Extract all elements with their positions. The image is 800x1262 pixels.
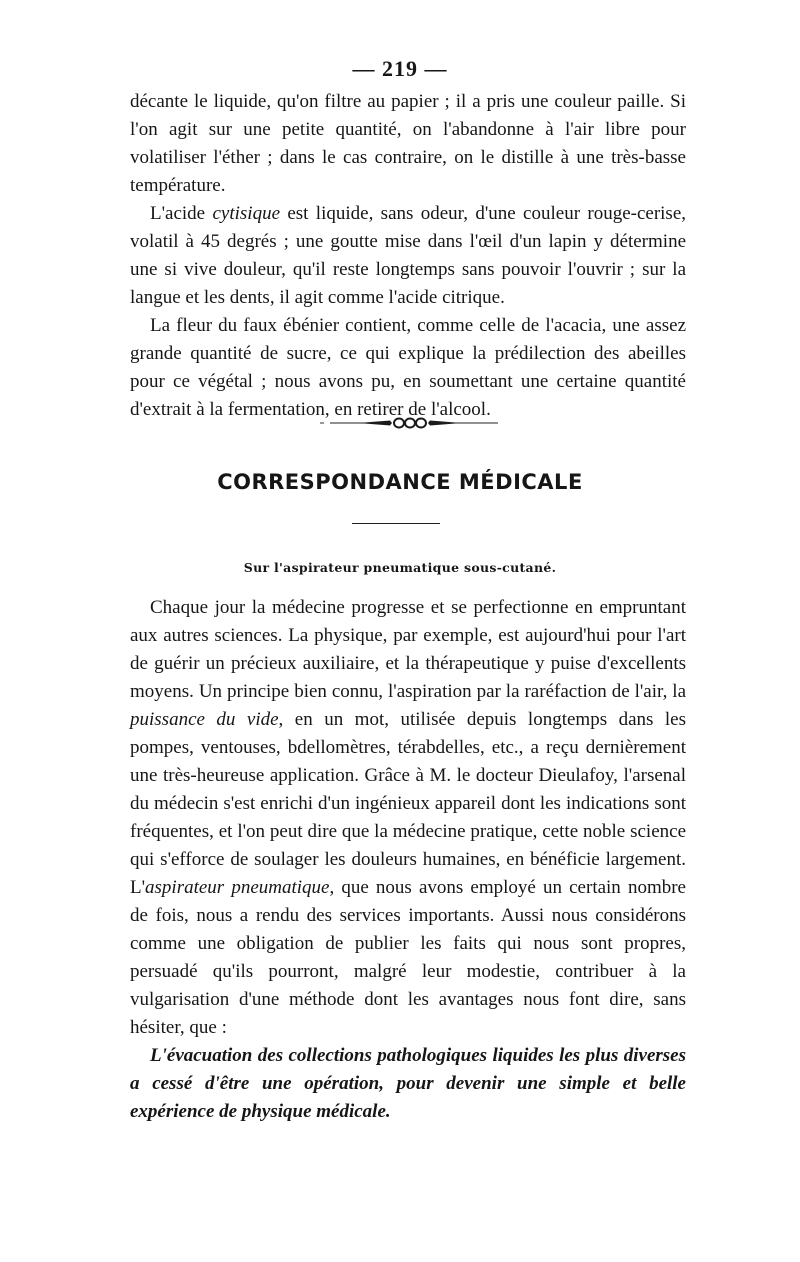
- cytisique-term: cytisique: [212, 203, 280, 224]
- title-rule: [352, 523, 440, 524]
- top-text-block: [130, 88, 686, 424]
- acide-cytisique-rest: est liquide, sans odeur, d'une couleur rouge-cerise, volatil à 45 degrés ; une goutte mise dans l'œil d'un lapin y détermine une si vive douleur, qu'il reste longtemps sans pouvoir l'ouvrir ; sur la langue et les dents, il agit comme l'acide citrique.: [130, 203, 687, 308]
- section-subtitle: Sur l'aspirateur pneumatique sous-cutané.: [243, 560, 557, 575]
- paragraph-chaque-jour: [130, 594, 686, 1042]
- chaque-jour-part-2: , en un mot, utilisée depuis longtemps dans les pompes, ventouses, bdellomètres, térabdelles, etc., a reçu dernièrement une très-heureuse application. Grâce à M. le docteur Dieulafoy, l'arsenal du médecin s'est enrichi d'un ingénieux appareil dont les indications sont fréquentes, et l'on peut dire que la médecine pratique, cette noble science qui s'efforce de soulager les douleurs humaines, en bénéficie largement. L': [130, 709, 686, 898]
- paragraph-decante: décante le liquide, qu'on filtre au papier ; il a pris une couleur paille. Si l'on agit sur une petite quantité, on l'abandonne à l'air libre pour volatiliser l'éther ; dans le cas contraire, on le distille à une très-basse température.: [130, 91, 686, 196]
- chaque-jour-part-1: Chaque jour la médecine progresse et se perfectionne en empruntant aux autres sciences. La physique, par exemple, est aujourd'hui pour l'art de guérir un précieux auxiliaire, et la thérapeutique y puise d'excellents moyens. Un principe bien connu, l'aspiration par la raréfaction de l'air, la: [130, 597, 686, 702]
- section-title: CORRESPONDANCE MÉDICALE: [217, 470, 583, 494]
- paragraph-acide-cytisique: [130, 200, 686, 312]
- aspirateur-pneumatique-term: aspirateur pneumatique: [145, 877, 330, 898]
- acide-cytisique-lead: L'acide: [150, 203, 213, 224]
- paragraph-evacuation: L'évacuation des collections pathologiques liquides les plus diverses a cessé d'être une opération, pour devenir une simple et belle expérience de physique médicale.: [130, 1045, 686, 1122]
- main-text-block: [130, 594, 686, 1126]
- puissance-du-vide-term: puissance du vide: [130, 709, 279, 730]
- paragraph-faux-ebenier: La fleur du faux ébénier contient, comme celle de l'acacia, une assez grande quantité de sucre, ce qui explique la prédilection des abeilles pour ce végétal ; nous avons pu, en soumettant une certaine quantité d'extrait à la fermentation, en retirer de l'alcool.: [130, 315, 686, 420]
- page-number: — 219 —: [352, 56, 448, 81]
- ornamental-divider: [320, 416, 500, 430]
- chaque-jour-part-3: , que nous avons employé un certain nombre de fois, nous a rendu des services importants. Aussi nous considérons comme une obligation de publier les faits qui nous sont propres, persuadé qu'ils pourront, malgré leur modestie, contribuer à la vulgarisation d'une méthode dont les avantages nous font dire, sans hésiter, que :: [130, 877, 686, 1038]
